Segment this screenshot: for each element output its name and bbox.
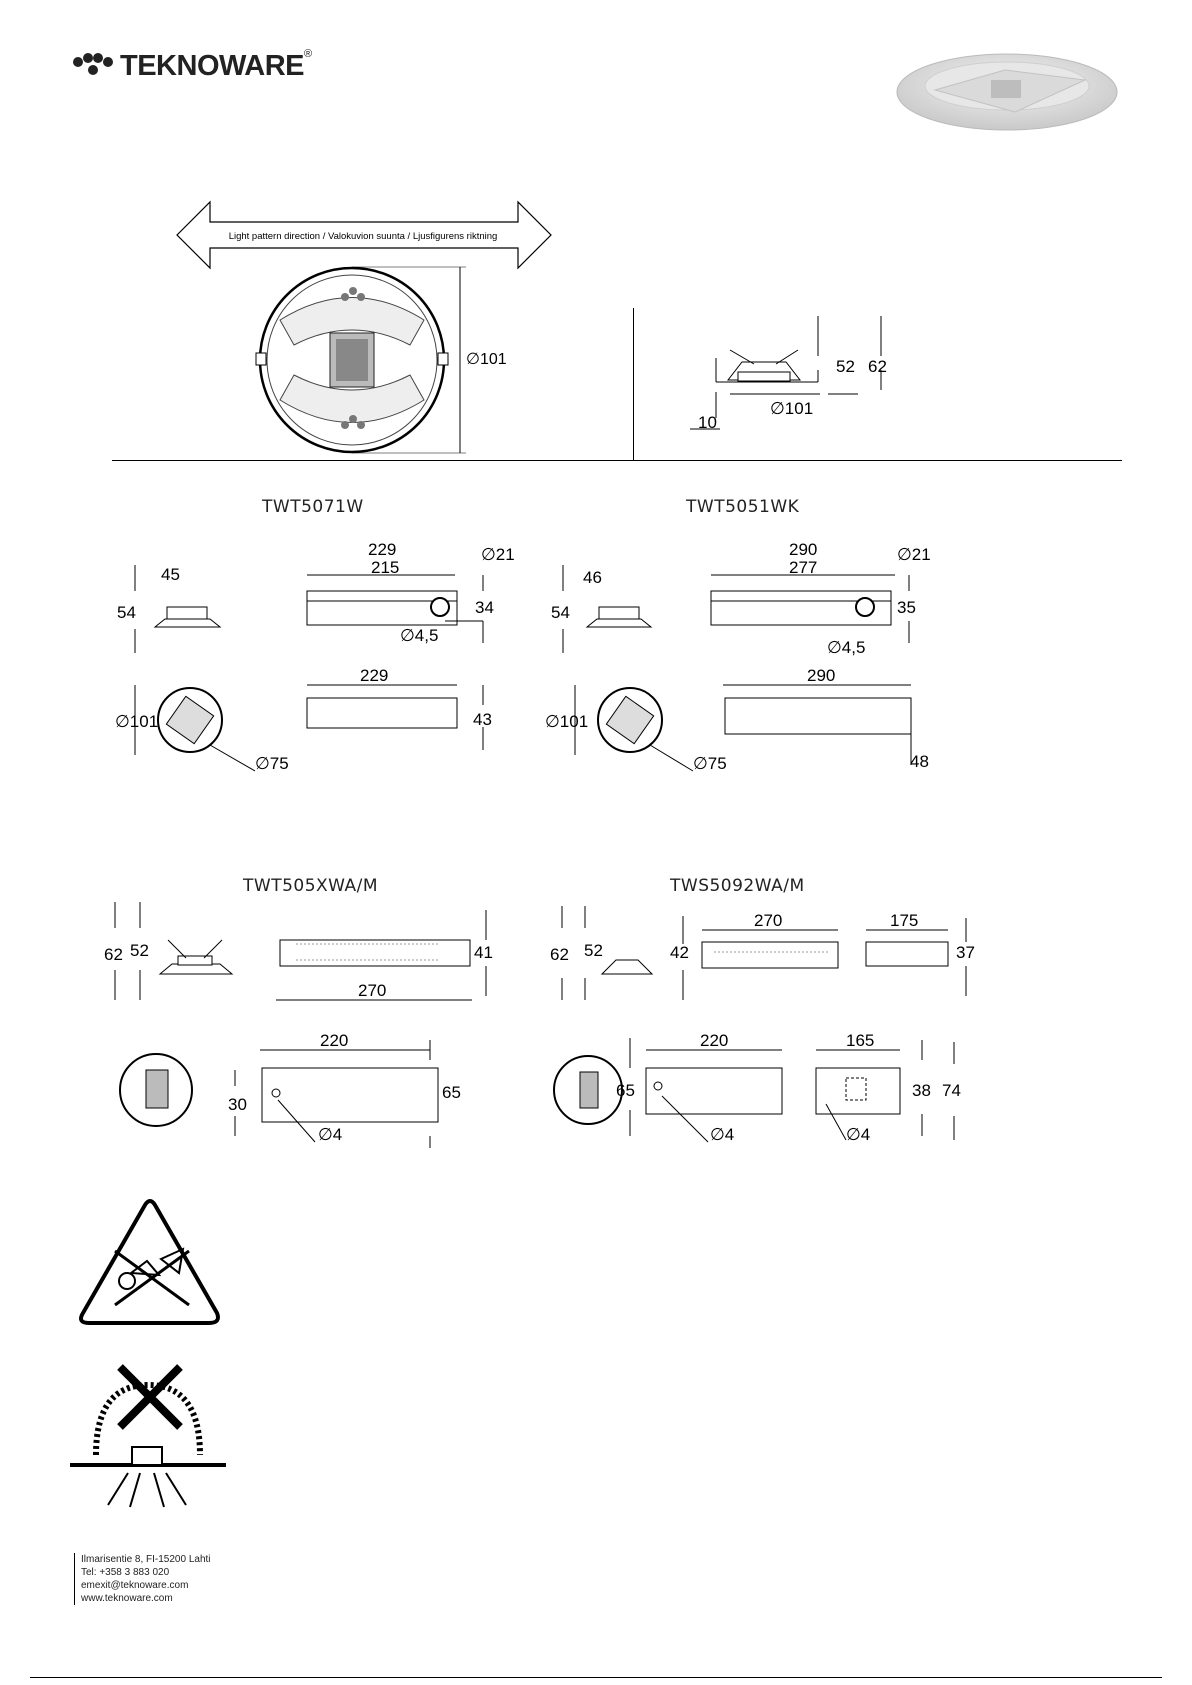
dim-37: 37 [956, 943, 975, 962]
dim-52: 52 [584, 941, 603, 960]
dim-d75: ∅75 [255, 754, 289, 773]
dim-35: 35 [897, 598, 916, 617]
dim-220: 220 [320, 1031, 349, 1050]
footer-tel: Tel: +358 3 883 020 [81, 1567, 170, 1578]
dim-54: 54 [117, 603, 136, 622]
side-dim-62: 62 [868, 357, 887, 376]
dim-229-top: 229 [368, 540, 397, 559]
dim-65: 65 [442, 1083, 461, 1102]
footer-contact [74, 1553, 211, 1605]
brand-logo [72, 48, 332, 84]
page-bottom-rule [30, 1677, 1162, 1678]
dim-220: 220 [700, 1031, 729, 1050]
side-view-drawing [690, 310, 920, 440]
dim-d101: ∅101 [115, 712, 159, 731]
dim-d4-right: ∅4 [846, 1125, 871, 1144]
dim-42: 42 [670, 943, 689, 962]
top-divider-horizontal [112, 460, 1122, 461]
dim-d45: ∅4,5 [400, 626, 439, 645]
twt505xwam-drawing [100, 900, 520, 1150]
footer-address: Ilmarisentie 8, FI-15200 Lahti [81, 1554, 211, 1565]
dim-270: 270 [754, 911, 783, 930]
dim-290-bottom: 290 [807, 666, 836, 685]
brand-name: TEKNOWARE [120, 50, 304, 82]
dim-48: 48 [910, 752, 929, 771]
model-heading-twt5051wk: TWT5051WK [686, 497, 800, 517]
dim-46: 46 [583, 568, 602, 587]
dim-270: 270 [358, 981, 387, 1000]
dim-290-top: 290 [789, 540, 818, 559]
dim-45: 45 [161, 565, 180, 584]
front-view-drawing [250, 265, 510, 455]
model-heading-twt505xwam: TWT505XWA/M [243, 876, 379, 896]
logo-dots-icon [72, 52, 118, 82]
dim-d21: ∅21 [481, 545, 515, 564]
dim-62: 62 [104, 945, 123, 964]
dim-41: 41 [474, 943, 493, 962]
dim-175: 175 [890, 911, 919, 930]
product-photo [895, 50, 1120, 135]
footer-email[interactable]: emexit@teknoware.com [81, 1580, 189, 1591]
twt5051wk-drawing [545, 535, 975, 775]
dim-62: 62 [550, 945, 569, 964]
dim-30: 30 [228, 1095, 247, 1114]
top-divider-vertical [633, 308, 634, 460]
dim-d75: ∅75 [693, 754, 727, 773]
twt5071w-drawing [115, 535, 535, 775]
dim-d4-left: ∅4 [710, 1125, 735, 1144]
light-direction-arrow [175, 200, 555, 270]
no-direct-light-warning-icon [75, 1195, 225, 1330]
tws5092wam-drawing [550, 900, 1020, 1150]
dim-43: 43 [473, 710, 492, 729]
no-insulation-cover-warning-icon [68, 1365, 228, 1510]
front-diameter-label: ∅101 [466, 351, 507, 368]
dim-38: 38 [912, 1081, 931, 1100]
dim-d4: ∅4 [318, 1125, 343, 1144]
dim-34: 34 [475, 598, 494, 617]
dim-229-bottom: 229 [360, 666, 389, 685]
footer-web[interactable]: www.teknoware.com [81, 1593, 173, 1604]
model-heading-twt5071w: TWT5071W [262, 497, 364, 517]
dim-74: 74 [942, 1081, 961, 1100]
dim-165: 165 [846, 1031, 875, 1050]
dim-215: 215 [371, 558, 400, 577]
dim-277: 277 [789, 558, 818, 577]
model-heading-tws5092wam: TWS5092WA/M [670, 876, 805, 896]
dim-65: 65 [616, 1081, 635, 1100]
dim-52: 52 [130, 941, 149, 960]
side-dim-52: 52 [836, 357, 855, 376]
dim-d45: ∅4,5 [827, 638, 866, 657]
dim-d21: ∅21 [897, 545, 931, 564]
side-dim-10: 10 [698, 413, 717, 432]
arrow-label: Light pattern direction / Valokuvion suunta / Ljusfigurens riktning [228, 231, 498, 242]
registered-mark: ® [304, 48, 313, 60]
side-dim-diameter: ∅101 [770, 399, 814, 418]
dim-54: 54 [551, 603, 570, 622]
dim-d101: ∅101 [545, 712, 589, 731]
